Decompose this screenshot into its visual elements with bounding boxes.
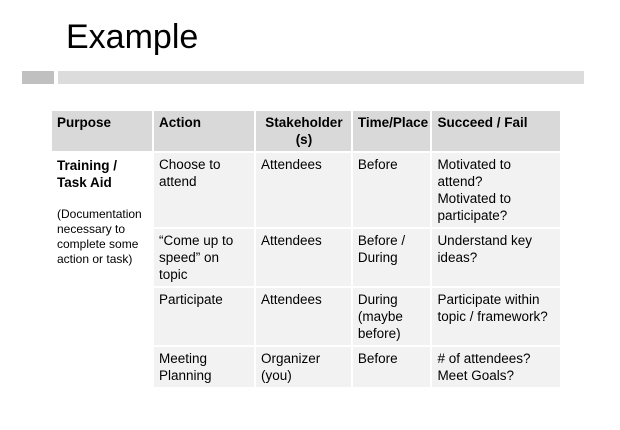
succeed-fail-line: Meet Goals? bbox=[437, 368, 514, 383]
title-accent-bar bbox=[22, 71, 54, 84]
header-purpose: Purpose bbox=[52, 111, 152, 151]
time-place-cell: Before / During bbox=[353, 229, 431, 286]
action-cell: Participate bbox=[154, 288, 254, 345]
header-stakeholder: Stakeholder (s) bbox=[256, 111, 351, 151]
purpose-note: (Documentation necessary to complete some action or task) bbox=[57, 207, 142, 266]
succeed-fail-cell bbox=[432, 347, 560, 387]
stakeholder-cell: Attendees bbox=[256, 229, 351, 286]
succeed-fail-line: Motivated to attend? bbox=[437, 157, 511, 189]
stakeholder-cell: Organizer (you) bbox=[256, 347, 351, 387]
table-header-row bbox=[52, 111, 560, 151]
succeed-fail-cell: Understand key ideas? bbox=[432, 229, 560, 286]
action-cell: Choose to attend bbox=[154, 153, 254, 227]
table-row bbox=[52, 153, 560, 227]
header-time-place: Time/Place bbox=[353, 111, 431, 151]
succeed-fail-line: # of attendees? bbox=[437, 351, 531, 366]
action-cell: “Come up to speed” on topic bbox=[154, 229, 254, 286]
action-cell: Meeting Planning bbox=[154, 347, 254, 387]
header-succeed-fail: Succeed / Fail bbox=[432, 111, 560, 151]
succeed-fail-cell bbox=[432, 153, 560, 227]
example-table bbox=[50, 109, 562, 389]
time-place-cell: During (maybe before) bbox=[353, 288, 431, 345]
time-place-cell: Before bbox=[353, 347, 431, 387]
succeed-fail-line: Motivated to participate? bbox=[437, 191, 511, 223]
header-action: Action bbox=[154, 111, 254, 151]
stakeholder-cell: Attendees bbox=[256, 153, 351, 227]
succeed-fail-cell: Participate within topic / framework? bbox=[432, 288, 560, 345]
time-place-cell: Before bbox=[353, 153, 431, 227]
title-divider-bar bbox=[58, 71, 584, 84]
slide-title: Example bbox=[66, 18, 199, 56]
stakeholder-cell: Attendees bbox=[256, 288, 351, 345]
purpose-title: Training / Task Aid bbox=[57, 158, 118, 190]
purpose-cell bbox=[52, 153, 152, 387]
